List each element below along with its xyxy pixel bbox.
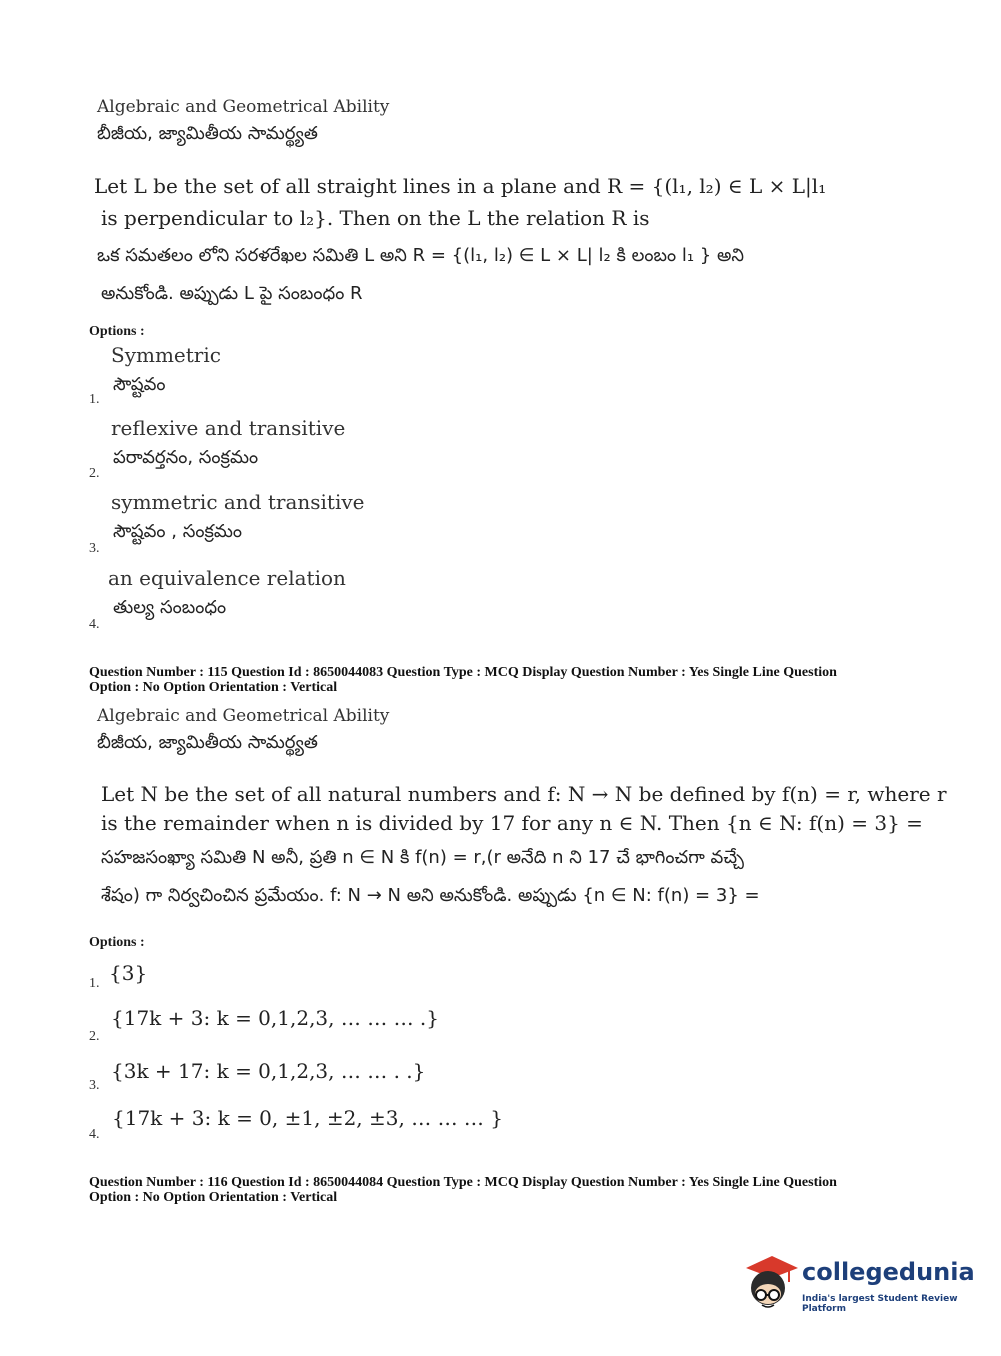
option-text: {3k + 17: k = 0,1,2,3, … … . .}: [111, 1059, 426, 1083]
q114-text-line4: అనుకోండి. అప్పుడు L పై సంబంధం R: [101, 283, 363, 304]
q115-text-line4: శేషం) గా నిర్వచించిన ప్రమేయం. f: N → N అని అనుకోండి. అప్పుడు {n ∈ N: f(n) = 3} =: [101, 885, 760, 906]
q116-meta-line1: Question Number : 116 Question Id : 8650044084 Question Type : MCQ Display Question Number : Yes Single Line Question: [89, 1175, 837, 1190]
brand-name: collegedunia: [802, 1258, 975, 1286]
q115-meta-line2: Option : No Option Orientation : Vertical: [89, 680, 338, 695]
option-number: 2.: [89, 1029, 100, 1044]
option-text-te: తుల్య సంబంధం: [113, 597, 227, 618]
option-text-en: symmetric and transitive: [111, 490, 365, 514]
option-text: {17k + 3: k = 0,1,2,3, … … … .}: [111, 1006, 440, 1030]
q114-subject-te: బీజీయ, జ్యామితీయ సామర్థ్యత: [97, 123, 318, 144]
collegedunia-logo[interactable]: [742, 1250, 975, 1320]
option-number: 1.: [89, 976, 100, 991]
q115-subject-te: బీజీయ, జ్యామితీయ సామర్థ్యత: [97, 732, 318, 753]
q115-subject-en: Algebraic and Geometrical Ability: [97, 706, 390, 726]
option-number: 2.: [89, 466, 100, 481]
option-text-en: reflexive and transitive: [111, 416, 346, 440]
q115-options-label: Options :: [89, 935, 145, 950]
option-number: 4.: [89, 617, 100, 632]
q114-text-line3: ఒక సమతలం లోని సరళరేఖల సమితి L అని R = {(l₁, l₂) ∈ L × L| l₂ కి లంబం l₁ } అని: [97, 245, 744, 266]
option-number: 1.: [89, 392, 100, 407]
q114-subject-en: Algebraic and Geometrical Ability: [97, 97, 390, 117]
option-number: 3.: [89, 1078, 100, 1093]
q115-text-line1: Let N be the set of all natural numbers and f: N → N be defined by f(n) = r, where r: [101, 782, 947, 806]
q116-meta-line2: Option : No Option Orientation : Vertical: [89, 1190, 338, 1205]
q115-text-line2: is the remainder when n is divided by 17 for any n ∈ N. Then {n ∈ N: f(n) = 3} =: [101, 811, 923, 835]
option-text-te: సౌష్టవం: [113, 374, 166, 395]
option-number: 4.: [89, 1127, 100, 1142]
q114-options-label: Options :: [89, 324, 145, 339]
option-text-en: an equivalence relation: [108, 566, 346, 590]
option-text: {17k + 3: k = 0, ±1, ±2, ±3, … … … }: [112, 1106, 504, 1130]
brand-tagline: India's largest Student Review Platform: [802, 1294, 958, 1314]
q114-text-line1: Let L be the set of all straight lines in a plane and R = {(l₁, l₂) ∈ L × L|l₁: [94, 174, 827, 198]
q115-meta-line1: Question Number : 115 Question Id : 8650044083 Question Type : MCQ Display Question Number : Yes Single Line Question: [89, 665, 837, 680]
option-number: 3.: [89, 541, 100, 556]
option-text: {3}: [109, 961, 148, 985]
mascot-icon: [742, 1250, 800, 1320]
q114-text-line2: is perpendicular to l₂}. Then on the L the relation R is: [101, 206, 650, 230]
option-text-te: పరావర్తనం, సంక్రమం: [113, 447, 259, 468]
option-text-en: Symmetric: [111, 343, 221, 367]
option-text-te: సౌష్టవం , సంక్రమం: [113, 521, 243, 542]
q115-text-line3: సహజసంఖ్యా సమితి N అనీ, ప్రతి n ∈ N కి f(n) = r,(r అనేది n ని 17 చే భాగించగా వచ్చే: [101, 847, 744, 868]
